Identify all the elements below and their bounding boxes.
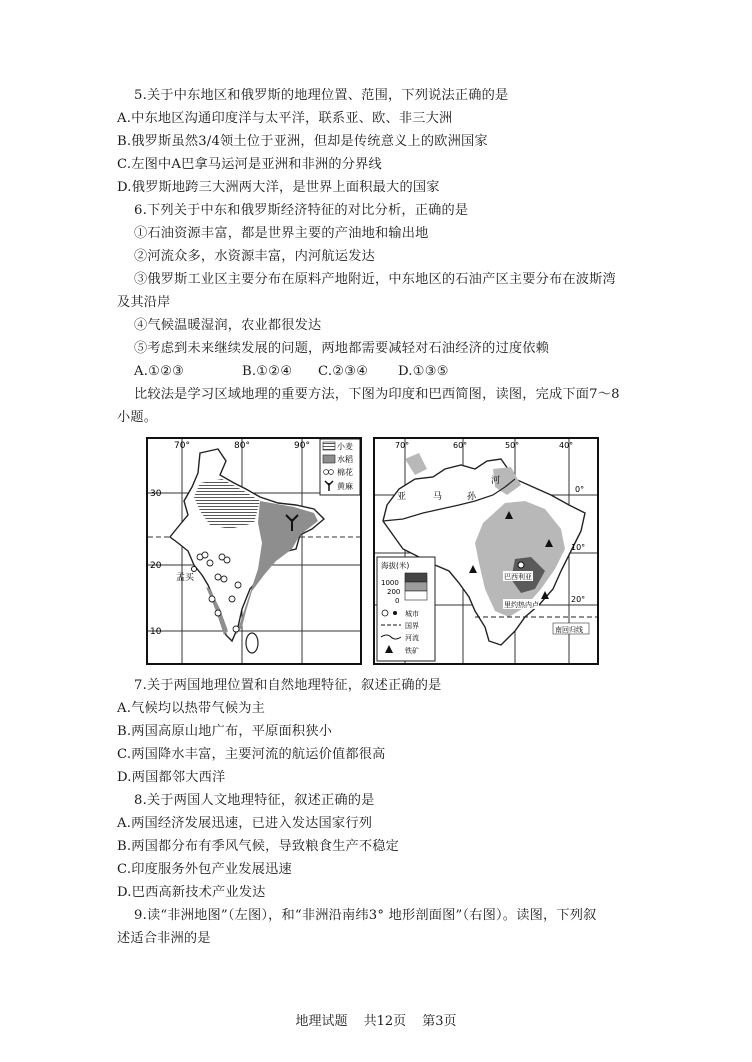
city-mumbai-label: 孟买 [176, 573, 195, 583]
footer-page-number: 第3页 [422, 1014, 457, 1029]
label-tropic-capricorn: 南回归线 [555, 626, 583, 634]
q6-option-d: D.①③⑤ [398, 364, 449, 379]
legend-border: 国界 [405, 622, 419, 630]
brazil-lat-0: 0° [575, 485, 585, 494]
q8-option-d: D.巴西高新技术产业发达 [117, 885, 266, 900]
q8-option-b: B.两国都分布有季风气候，导致粮食生产不稳定 [117, 839, 400, 854]
brazil-lon-70: 70° [395, 441, 410, 450]
q6-statement-5: ⑤考虑到未来继续发展的问题，两地都需要减轻对石油经济的过度依赖 [134, 341, 550, 356]
legend-elevation-title: 海拔(米) [381, 561, 410, 570]
brazil-lon-40: 40° [559, 441, 574, 450]
legend-rice: 水稻 [337, 455, 353, 464]
brazil-lat-10: 10° [571, 543, 586, 552]
sri-lanka [246, 633, 258, 653]
mumbai-dot [192, 567, 197, 572]
brazil-lat-20: 20° [571, 595, 586, 604]
q6-statement-3: ③俄罗斯工业区主要分布在原料产地附近，中东地区的石油产区主要分布在波斯湾 [134, 272, 616, 287]
q7-option-c: C.两国降水丰富，主要河流的航运价值都很高 [117, 747, 386, 762]
legend-level-200: 200 [387, 588, 401, 596]
page-footer [0, 1010, 752, 1029]
india-legend [320, 439, 360, 495]
india-lon-90: 90° [294, 441, 310, 451]
q5-option-b: B.俄罗斯虽然3/4领土位于亚洲，但却是传统意义上的欧洲国家 [117, 134, 488, 149]
label-brasilia: 巴西利亚 [504, 573, 532, 581]
brasilia-dot [518, 562, 524, 568]
q6-option-a: A.①②③ [134, 364, 185, 379]
q6-options [134, 362, 449, 382]
brazil-legend [377, 557, 435, 661]
india-lat-30: 30 [150, 489, 162, 499]
q6-statement-4: ④气候温暖湿润，农业都很发达 [134, 318, 322, 333]
q6-statement-2: ②河流众多，水资源丰富，内河航运发达 [134, 249, 375, 264]
brazil-map [373, 437, 599, 665]
india-lat-20: 20 [150, 561, 162, 571]
q6-stem: 6.下列关于中东和俄罗斯经济特征的对比分析，正确的是 [134, 203, 469, 218]
india-lon-80: 80° [234, 441, 250, 451]
q7-stem: 7.关于两国地理位置和自然地理特征，叙述正确的是 [134, 678, 442, 693]
q7-option-a: A.气候均以热带气候为主 [117, 701, 265, 716]
legend-cotton: 棉花 [337, 468, 353, 477]
intro-line-1: 比较法是学习区域地理的重要方法，下图为印度和巴西简图，读图，完成下面7～8 [134, 387, 620, 402]
legend-city: 城市 [405, 610, 419, 618]
q6-option-c: C.②③④ [318, 364, 369, 379]
q7-option-b: B.两国高原山地广布，平原面积狭小 [117, 724, 333, 739]
brazil-map-svg [375, 439, 597, 663]
legend-level-1000: 1000 [381, 579, 399, 587]
q7-option-d: D.两国都邻大西洋 [117, 770, 226, 785]
q5-option-d: D.俄罗斯地跨三大洲两大洋，是世界上面积最大的国家 [117, 180, 440, 195]
label-ma: 马 [433, 492, 443, 502]
legend-river: 河流 [405, 634, 419, 642]
india-map [146, 437, 362, 665]
guiana-highland [405, 453, 427, 475]
q8-option-c: C.印度服务外包产业发展迅速 [117, 862, 292, 877]
q8-stem: 8.关于两国人文地理特征，叙述正确的是 [134, 793, 375, 808]
legend-level-0: 0 [395, 597, 400, 605]
footer-total-pages: 共12页 [363, 1014, 407, 1029]
q5-option-a: A.中东地区沟通印度洋与太平洋，联系亚、欧、非三大洲 [117, 111, 453, 126]
brazil-lon-50: 50° [505, 441, 520, 450]
brazil-lon-60: 60° [453, 441, 468, 450]
india-map-svg [148, 439, 360, 663]
q6-statement-3-cont: 及其沿岸 [117, 295, 171, 310]
q6-option-b: B.①②④ [242, 364, 293, 379]
q6-statement-1: ①石油资源丰富，都是世界主要的产油地和输出地 [134, 226, 429, 241]
label-ya: 亚 [397, 492, 407, 502]
q5-option-c: C.左图中A巴拿马运河是亚洲和非洲的分界线 [117, 157, 382, 172]
q9-stem-line-2: 述适合非洲的是 [117, 931, 211, 946]
label-sun: 孙 [467, 492, 477, 502]
india-lat-10: 10 [150, 627, 162, 637]
q9-stem-line-1: 9.读“非洲地图”（左图），和“非洲沿南纬3° 地形剖面图”（右图）。读图，下列叙 [134, 908, 597, 923]
footer-title: 地理试题 [295, 1014, 348, 1029]
label-rio: 里约热内卢 [504, 601, 539, 609]
legend-wheat: 小麦 [337, 442, 353, 451]
legend-iron: 铁矿 [405, 647, 419, 655]
intro-line-2: 小题。 [117, 410, 158, 425]
label-he: 河 [491, 476, 501, 486]
india-outline [170, 449, 324, 641]
q5-stem: 5.关于中东地区和俄罗斯的地理位置、范围，下列说法正确的是 [134, 88, 509, 103]
india-lon-70: 70° [174, 441, 190, 451]
q8-option-a: A.两国经济发展迅速，已进入发达国家行列 [117, 816, 373, 831]
legend-jute: 黄麻 [337, 482, 353, 491]
